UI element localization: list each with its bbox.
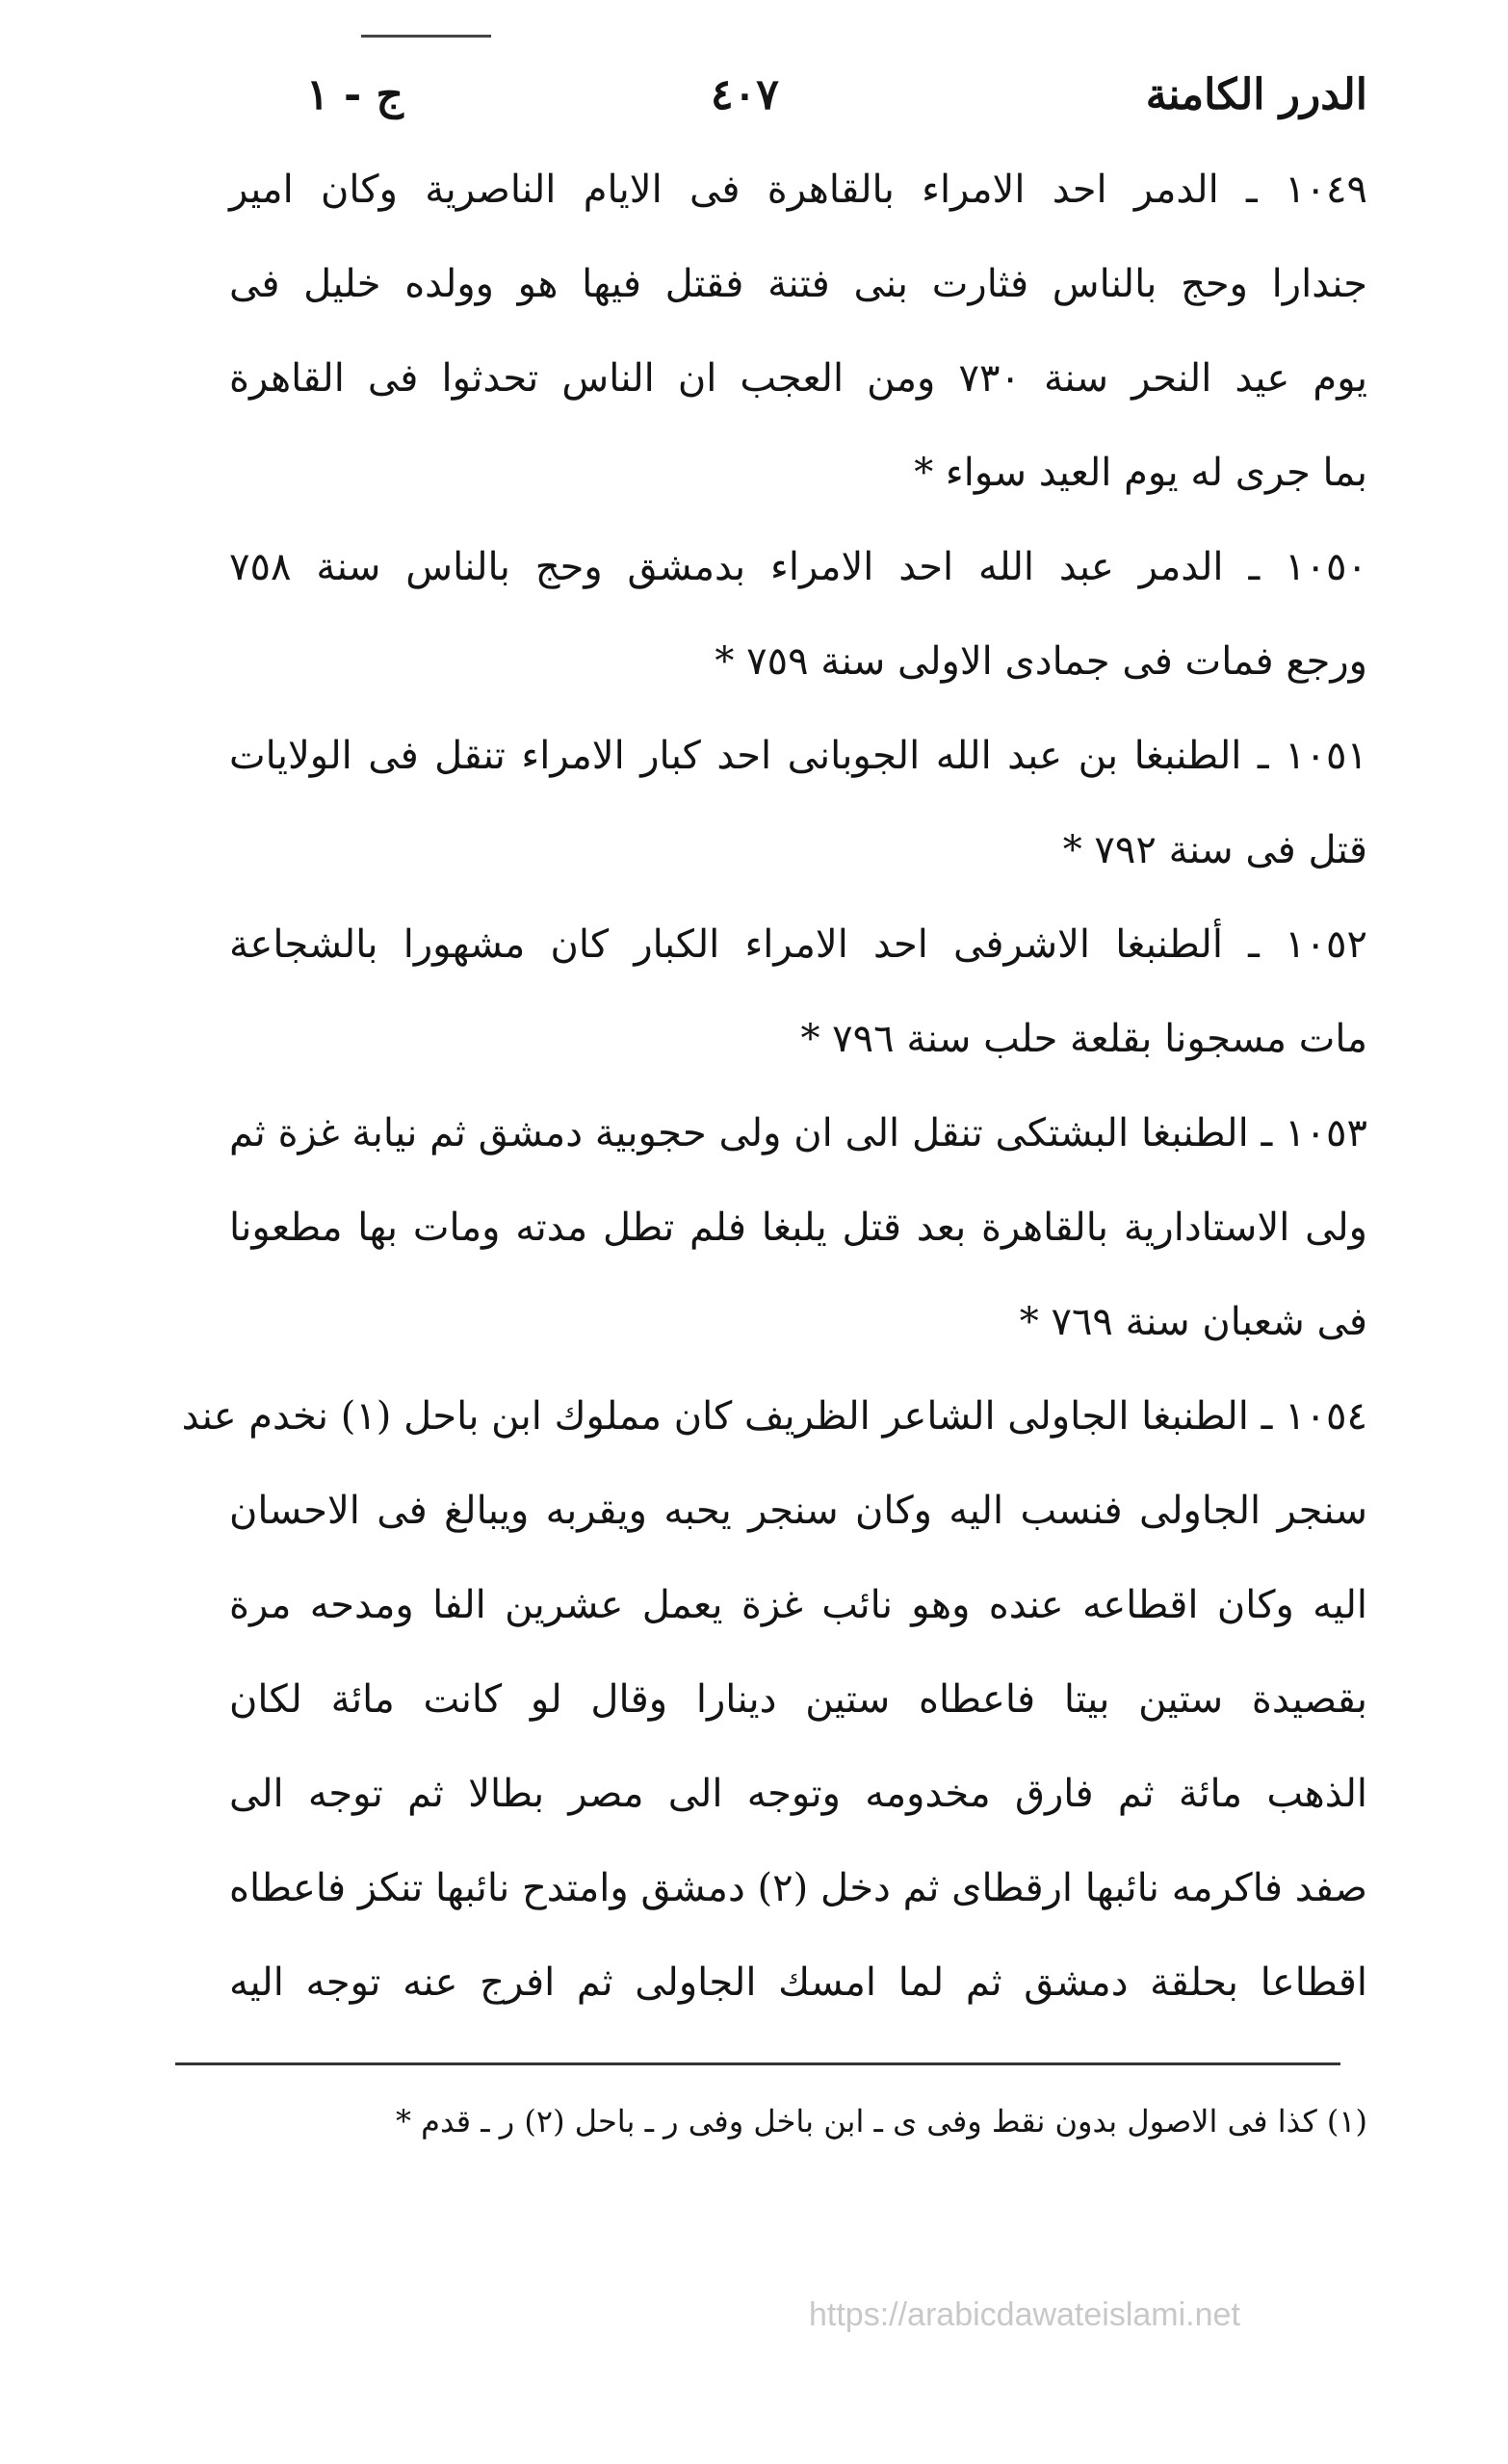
text-line: يوم عيد النحر سنة ٧٣٠ ومن العجب ان الناس تحدثوا فى القاهرة bbox=[229, 356, 1367, 401]
footnote: (١) كذا فى الاصول بدون نقط وفى ى ـ ابن باخل وفى ر ـ باحل (٢) ر ـ قدم * bbox=[395, 2103, 1367, 2140]
page-number: ٤٠٧ bbox=[711, 70, 779, 119]
watermark-url: https://arabicdawateislami.net bbox=[809, 2296, 1240, 2333]
text-line: ١٠٤٩ ـ الدمر احد الامراء بالقاهرة فى الايام الناصرية وكان امير bbox=[229, 168, 1367, 212]
text-line: اليه وكان اقطاعه عنده وهو نائب غزة يعمل عشرين الفا ومدحه مرة bbox=[229, 1583, 1367, 1627]
text-line: مات مسجونا بقلعة حلب سنة ٧٩٦ * bbox=[800, 1017, 1367, 1061]
text-line: سنجر الجاولى فنسب اليه وكان سنجر يحبه ويقربه ويبالغ فى الاحسان bbox=[229, 1489, 1367, 1533]
text-line: ١٠٥٢ ـ ألطنبغا الاشرفى احد الامراء الكبار كان مشهورا بالشجاعة bbox=[229, 922, 1367, 967]
text-line: قتل فى سنة ٧٩٢ * bbox=[1062, 828, 1367, 872]
text-line: ١٠٥٤ ـ الطنبغا الجاولى الشاعر الظريف كان مملوك ابن باحل (١) نخدم عند bbox=[181, 1394, 1367, 1439]
text-line: ١٠٥٠ ـ الدمر عبد الله احد الامراء بدمشق وحج بالناس سنة ٧٥٨ bbox=[229, 545, 1367, 589]
text-line: بقصيدة ستين بيتا فاعطاه ستين دينارا وقال لو كانت مائة لكان bbox=[229, 1677, 1368, 1722]
footnote-divider bbox=[175, 2062, 1340, 2065]
text-line: ولى الاستادارية بالقاهرة بعد قتل يلبغا فلم تطل مدته ومات بها مطعونا bbox=[229, 1206, 1367, 1250]
text-line: بما جرى له يوم العيد سواء * bbox=[914, 451, 1367, 495]
volume-label: ج - ١ bbox=[306, 70, 403, 119]
book-title: الدرر الكامنة bbox=[1145, 70, 1367, 119]
page bbox=[181, 48, 1368, 2160]
text-line: فى شعبان سنة ٧٦٩ * bbox=[1019, 1300, 1367, 1344]
text-line: اقطاعا بحلقة دمشق ثم لما امسك الجاولى ثم افرج عنه توجه اليه bbox=[229, 1960, 1367, 2005]
running-header bbox=[229, 48, 1367, 143]
text-line: ورجع فمات فى جمادى الاولى سنة ٧٥٩ * bbox=[715, 639, 1367, 684]
text-line: ١٠٥٣ ـ الطنبغا البشتكى تنقل الى ان ولى حجوبية دمشق ثم نيابة غزة ثم bbox=[229, 1111, 1367, 1155]
text-line: جندارا وحج بالناس فثارت بنى فتنة فقتل فيها هو وولده خليل فى bbox=[229, 262, 1367, 306]
text-line: صفد فاكرمه نائبها ارقطاى ثم دخل (٢) دمشق وامتدح نائبها تنكز فاعطاه bbox=[229, 1866, 1367, 1910]
text-line: ١٠٥١ ـ الطنبغا بن عبد الله الجوبانى احد كبار الامراء تنقل فى الولايات bbox=[229, 734, 1367, 778]
body-text bbox=[181, 143, 1368, 2030]
top-decorative-rule bbox=[361, 35, 491, 38]
text-line: الذهب مائة ثم فارق مخدومه وتوجه الى مصر بطالا ثم توجه الى bbox=[229, 1772, 1367, 1816]
